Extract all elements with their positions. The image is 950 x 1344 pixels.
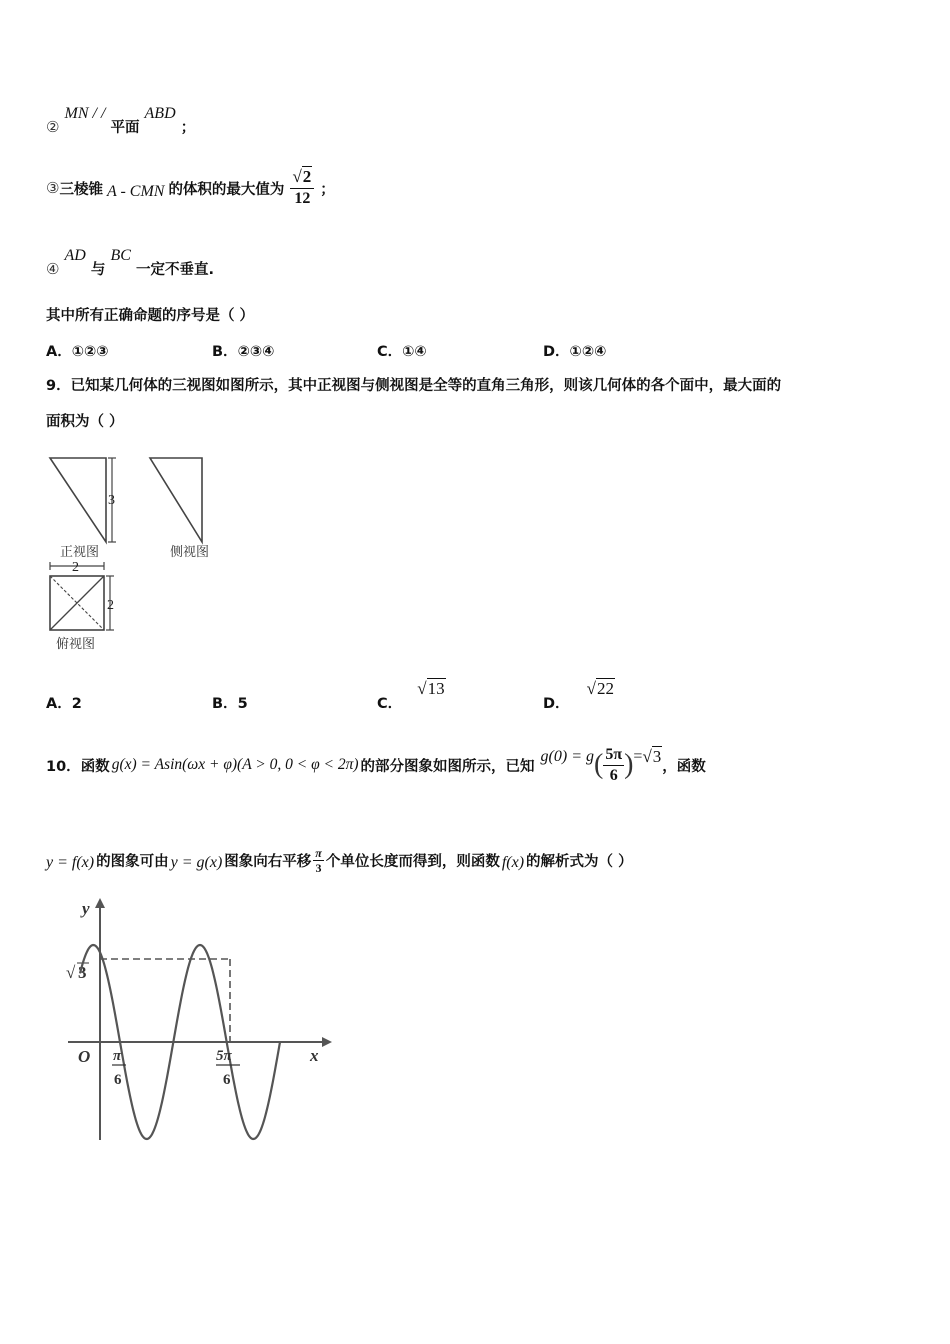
front-view (50, 458, 116, 560)
side-view (150, 458, 209, 560)
math-expr: MN / / (64, 105, 106, 122)
q9-stem-line-2: 面积为（ ） (46, 414, 124, 430)
text: 与 (90, 262, 106, 278)
q9-option-d[interactable] (543, 678, 615, 712)
sqrt-expr: √13 (417, 679, 445, 698)
punct: ； (180, 120, 196, 136)
function-definition: g(x) = Asin(ωx + φ)(A > 0, 0 < φ < 2π) (111, 756, 359, 773)
left-paren: ( (594, 749, 604, 780)
option-label: D． (543, 696, 570, 712)
option-label: C． (377, 344, 403, 360)
text: 个单位长度而得到，则函数 (325, 853, 500, 870)
radicand: 13 (427, 679, 445, 698)
fraction-denominator: 3 (315, 860, 322, 875)
origin-label: O (78, 1047, 91, 1066)
text: 的图象可由 (96, 853, 169, 870)
x-tick-2-numerator: 5π (216, 1048, 232, 1064)
text: 函数 (80, 758, 110, 775)
fraction-numerator: π (315, 845, 322, 860)
top-view-label: 俯视图 (56, 637, 96, 652)
sqrt-sign: √ (66, 963, 76, 982)
fraction (603, 745, 624, 786)
option-label: D． (543, 344, 570, 360)
text: 平面 (110, 120, 140, 136)
option-value: ①②④ (569, 344, 607, 360)
math-expr: y = f(x) (46, 854, 95, 871)
q9-option-b[interactable] (212, 692, 248, 713)
q9-option-a[interactable] (46, 692, 82, 713)
side-view-triangle (150, 458, 202, 542)
fraction-denominator: 6 (609, 766, 618, 784)
fraction (290, 167, 314, 209)
option-value: 2 (71, 696, 82, 712)
circled-number: ② (46, 118, 60, 136)
q9-option-c[interactable] (377, 678, 446, 712)
y-mark-sqrt3 (66, 963, 89, 982)
option-label: B． (212, 696, 238, 712)
three-view-figure (44, 452, 244, 657)
fraction-denominator: 12 (294, 190, 311, 207)
text: 三棱锥 (59, 181, 103, 198)
option-value: ②③④ (237, 344, 275, 360)
top-view (50, 560, 114, 652)
sqrt-expr: √3 (642, 747, 662, 766)
radicand: 2 (302, 167, 312, 186)
circled-number: ③ (46, 179, 60, 197)
math-expr: A - CMN (106, 183, 165, 200)
option-label: C． (377, 696, 403, 712)
top-width-label: 2 (72, 560, 79, 575)
x-axis-arrow (322, 1037, 332, 1047)
q10-stem-line-2 (46, 838, 633, 882)
x-tick-1-denominator: 6 (114, 1072, 122, 1088)
text: 图象向右平移 (224, 853, 312, 870)
x-tick-1-numerator: π (113, 1048, 122, 1064)
q8-option-d[interactable] (543, 340, 606, 361)
sqrt-expr: √22 (586, 679, 614, 698)
punct: ； (320, 181, 335, 198)
text: 一定不垂直. (135, 262, 214, 278)
y-axis-arrow (95, 898, 105, 908)
front-view-triangle (50, 458, 106, 542)
text: 的体积的最大值为 (168, 181, 285, 198)
sine-graph (60, 892, 340, 1147)
fraction-numerator: √2 (290, 167, 314, 189)
math-expr: f(x) (501, 854, 525, 871)
condition-left: g(0) = g (540, 748, 594, 765)
condition-equals: = (633, 748, 643, 765)
q8-item-2 (46, 102, 195, 142)
option-label: A． (46, 344, 72, 360)
q8-option-b[interactable] (212, 340, 274, 361)
q8-prompt: 其中所有正确命题的序号是（ ） (46, 308, 255, 324)
text: 的解析式为（ ） (526, 853, 633, 870)
math-expr: BC (110, 247, 131, 264)
top-depth-label: 2 (107, 598, 114, 613)
math-expr: AD (64, 247, 86, 264)
q8-item-4 (46, 244, 214, 284)
x-tick-5pi-6 (216, 1048, 240, 1088)
question-number: 10． (46, 758, 81, 775)
y-axis-label: y (82, 899, 90, 918)
option-value: ①②③ (71, 344, 109, 360)
x-axis-label: x (310, 1046, 319, 1065)
right-paren: ) (624, 749, 634, 780)
option-label: A． (46, 696, 72, 712)
radicand: 3 (652, 747, 662, 766)
front-height-label: 3 (108, 493, 115, 508)
x-tick-2-denominator: 6 (223, 1072, 231, 1088)
front-view-label: 正视图 (60, 545, 100, 560)
q8-option-a[interactable] (46, 340, 109, 361)
fraction-numerator: 5π (603, 745, 624, 766)
y-mark-radicand: 3 (78, 963, 87, 982)
q8-option-c[interactable] (377, 340, 427, 361)
text: ，函数 (662, 758, 706, 775)
option-label: B． (212, 344, 238, 360)
option-value: ①④ (402, 344, 427, 360)
radicand: 22 (596, 679, 614, 698)
math-expr: ABD (144, 105, 176, 122)
q9-stem-line-1: 9．已知某几何体的三视图如图所示，其中正视图与侧视图是全等的直角三角形，则该几何体的各个面中，最大面的 (46, 378, 782, 394)
circled-number: ④ (46, 260, 60, 278)
math-expr: y = g(x) (170, 854, 223, 871)
q10-stem-line-1 (46, 740, 706, 790)
q8-item-3 (46, 160, 335, 216)
text: 的部分图象如图所示，已知 (360, 758, 535, 775)
side-view-label: 侧视图 (170, 545, 210, 560)
option-value: 5 (237, 696, 248, 712)
fraction (313, 846, 324, 875)
